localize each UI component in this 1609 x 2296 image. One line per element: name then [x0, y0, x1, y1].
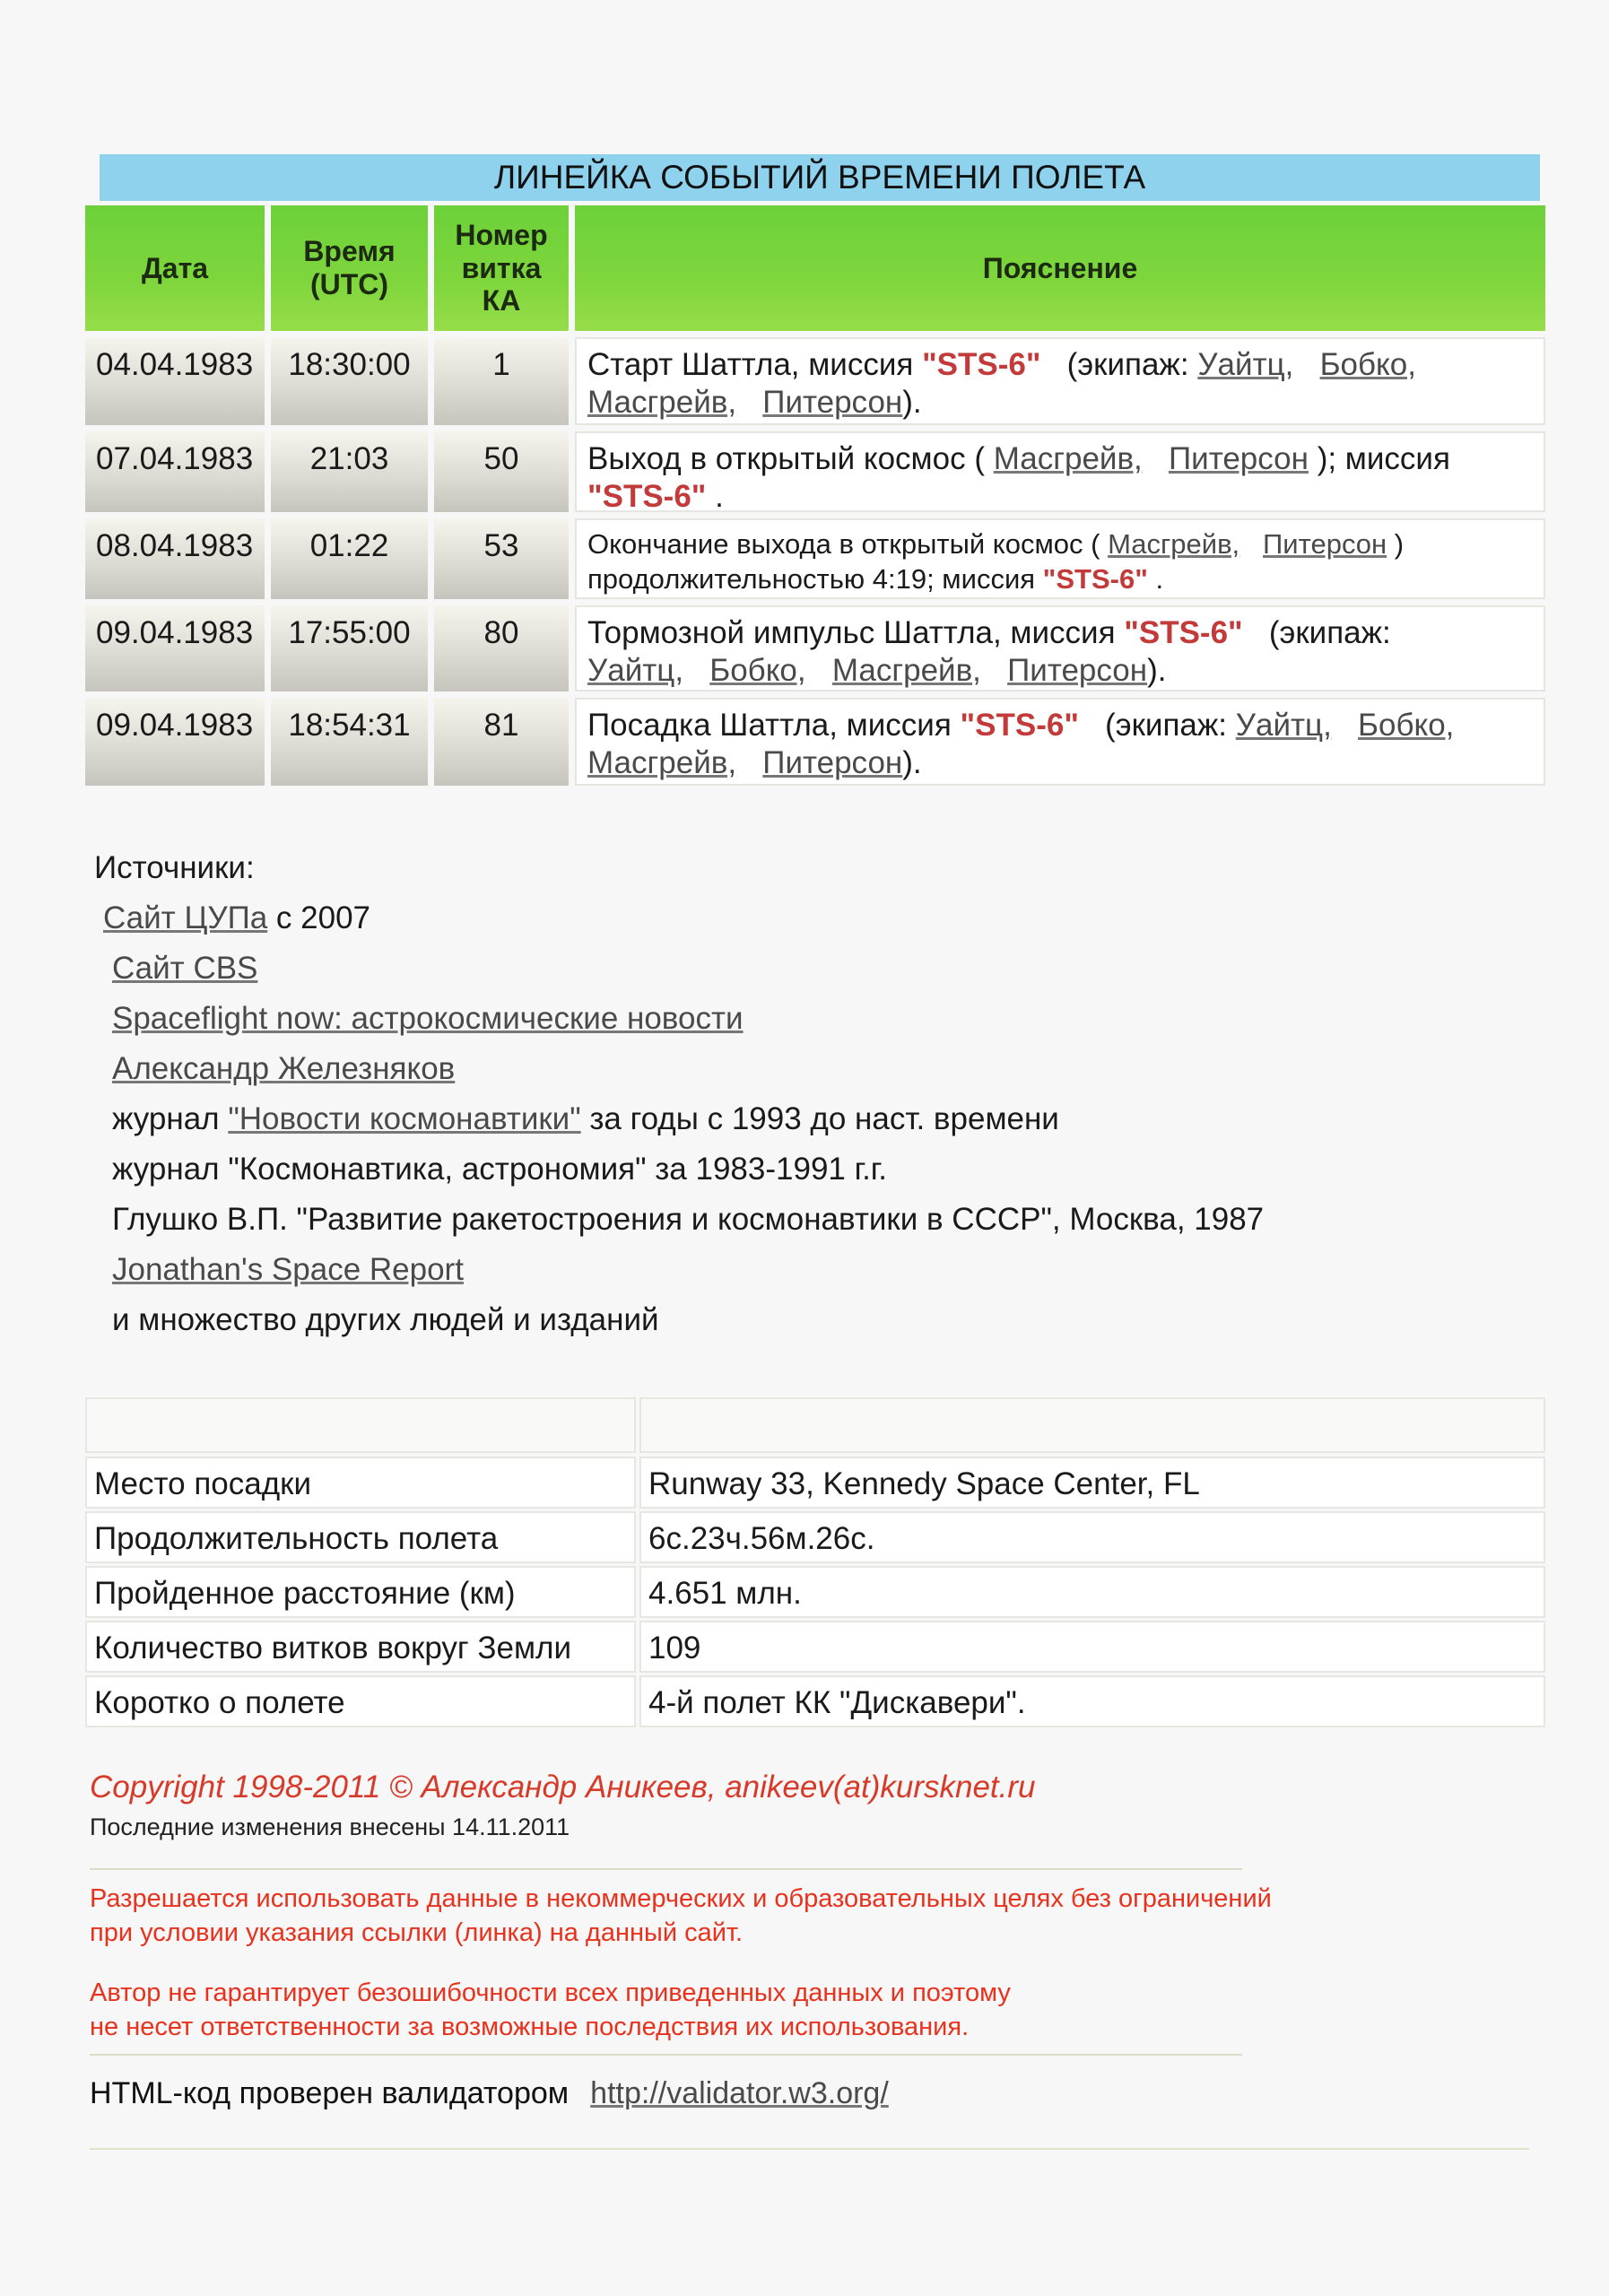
row-time: 18:54:31 — [271, 698, 428, 786]
crew-link-weitz[interactable]: Уайтц, — [587, 653, 684, 688]
disclaimer — [90, 1976, 1011, 2044]
header-date: Дата — [85, 205, 265, 331]
desc-text: (экипаж: — [1040, 347, 1198, 382]
row-description — [575, 337, 1545, 425]
mission-name: "STS-6" — [587, 479, 707, 514]
source-item — [94, 1245, 1264, 1295]
desc-text: (экипаж: — [1242, 615, 1391, 650]
header-time-line1: Время — [303, 235, 396, 268]
crew-link-peterson[interactable]: Питерсон — [1168, 441, 1309, 476]
timeline-row — [85, 431, 1552, 512]
sources-section — [94, 843, 1264, 1345]
info-value: Runway 33, Kennedy Space Center, FL — [639, 1457, 1545, 1509]
info-row — [85, 1675, 1545, 1727]
source-item — [94, 893, 1264, 944]
row-orbit: 81 — [434, 698, 569, 786]
info-row — [85, 1621, 1545, 1673]
desc-text: Посадка Шаттла, миссия — [587, 708, 961, 743]
info-value: 109 — [639, 1621, 1545, 1673]
source-text: за годы с 1993 до наст. времени — [580, 1101, 1059, 1136]
divider — [90, 1868, 1242, 1870]
source-link-cbs[interactable]: Сайт CBS — [112, 951, 258, 986]
timeline-row — [85, 605, 1552, 691]
row-description — [575, 605, 1545, 691]
desc-text: (экипаж: — [1078, 708, 1236, 743]
crew-link-peterson[interactable]: Питерсон — [1263, 528, 1387, 560]
info-label: Количество витков вокруг Земли — [85, 1621, 636, 1673]
row-orbit: 50 — [434, 431, 569, 512]
crew-link-musgrave[interactable]: Масгрейв, — [993, 441, 1143, 476]
source-link-spaceflight-now[interactable]: Spaceflight now: астрокосмические новости — [112, 1001, 744, 1036]
usage-permission — [90, 1882, 1272, 1950]
desc-text: . — [1147, 562, 1164, 595]
timeline-row — [85, 337, 1552, 425]
validator-line — [90, 2076, 889, 2111]
source-item: Глушко В.П. "Развитие ракетостроения и космонавтики в СССР", Москва, 1987 — [112, 1202, 1265, 1237]
crew-link-bobko[interactable]: Бобко, — [709, 653, 806, 688]
header-orbit-line1: Номер — [455, 218, 548, 251]
desc-text: ); миссия — [1317, 441, 1450, 476]
row-description — [575, 431, 1545, 512]
row-date: 08.04.1983 — [85, 518, 265, 599]
row-orbit: 1 — [434, 337, 569, 425]
mission-name: "STS-6" — [922, 347, 1041, 382]
desc-text: Выход в открытый космос ( — [587, 441, 994, 476]
last-updated: Последние изменения внесены 14.11.2011 — [90, 1813, 570, 1840]
desc-text: ). — [902, 745, 922, 780]
source-item: журнал "Космонавтика, астрономия" за 1983-1991 г.г. — [112, 1152, 888, 1187]
crew-link-musgrave[interactable]: Масгрейв, — [831, 653, 981, 688]
source-item — [94, 944, 1264, 994]
source-item — [94, 994, 1264, 1044]
info-row — [85, 1457, 1545, 1509]
crew-link-peterson[interactable]: Питерсон — [762, 745, 903, 780]
timeline-title: ЛИНЕЙКА СОБЫТИЙ ВРЕМЕНИ ПОЛЕТА — [100, 154, 1540, 201]
row-date: 04.04.1983 — [85, 337, 265, 425]
crew-link-weitz[interactable]: Уайтц, — [1197, 347, 1294, 382]
source-text: журнал — [112, 1101, 229, 1136]
info-value: 4-й полет КК "Дискавери". — [639, 1675, 1545, 1727]
validator-link[interactable]: http://validator.w3.org/ — [590, 2076, 889, 2110]
row-time: 17:55:00 — [271, 605, 428, 691]
source-link-novosti-kosmonavtiki[interactable]: "Новости космонавтики" — [228, 1101, 581, 1136]
info-label: Место посадки — [85, 1457, 636, 1509]
desc-text: . — [706, 479, 724, 514]
desc-text: Старт Шаттла, миссия — [587, 347, 923, 382]
source-link-cup[interactable]: Сайт ЦУПа — [103, 900, 268, 935]
crew-link-musgrave[interactable]: Масгрейв, — [1108, 528, 1240, 560]
header-orbit-line3: КА — [482, 284, 521, 317]
divider — [90, 2148, 1529, 2150]
info-row — [85, 1566, 1545, 1618]
info-value: 6с.23ч.56м.26с. — [639, 1511, 1545, 1563]
crew-link-peterson[interactable]: Питерсон — [1007, 653, 1148, 688]
row-time: 21:03 — [271, 431, 428, 512]
info-value: 4.651 млн. — [639, 1566, 1545, 1618]
flight-info-table — [85, 1397, 1545, 1730]
source-item: и множество других людей и изданий — [112, 1302, 659, 1337]
info-row — [85, 1511, 1545, 1563]
source-link-jonathans-space-report[interactable]: Jonathan's Space Report — [112, 1252, 464, 1287]
source-item — [94, 1044, 1264, 1094]
crew-link-musgrave[interactable]: Масгрейв, — [587, 745, 737, 780]
info-label: Коротко о полете — [85, 1675, 636, 1727]
disclaimer-line: Автор не гарантирует безошибочности всех приведенных данных и поэтому — [90, 1979, 1011, 2007]
desc-text: продолжительностью 4:19; миссия — [587, 562, 1043, 595]
validator-text: HTML-код проверен валидатором — [90, 2076, 570, 2110]
info-label — [85, 1397, 636, 1453]
source-text: с 2007 — [267, 900, 370, 935]
info-label: Пройденное расстояние (км) — [85, 1566, 636, 1618]
row-date: 09.04.1983 — [85, 698, 265, 786]
crew-link-bobko[interactable]: Бобко, — [1358, 708, 1455, 743]
header-time-line2: (UTC) — [309, 268, 389, 300]
desc-text: Окончание выхода в открытый космос ( — [587, 528, 1109, 560]
info-row-blank — [85, 1397, 1545, 1453]
timeline-row — [85, 698, 1552, 786]
crew-link-musgrave[interactable]: Масгрейв, — [587, 385, 737, 420]
source-link-zheleznyakov[interactable]: Александр Железняков — [112, 1051, 456, 1086]
header-time — [271, 205, 428, 331]
copyright-notice: Copyright 1998-2011 © Александр Аникеев, anikeev(at)kursknet.ru — [90, 1770, 1036, 1805]
mission-name: "STS-6" — [960, 708, 1079, 743]
source-item — [94, 1094, 1264, 1144]
row-description — [575, 698, 1545, 786]
crew-link-peterson[interactable]: Питерсон — [762, 385, 903, 420]
desc-text: ) — [1394, 528, 1405, 560]
header-orbit — [434, 205, 569, 331]
info-label: Продолжительность полета — [85, 1511, 636, 1563]
timeline-table — [85, 154, 1552, 786]
header-orbit-line2: витка — [461, 251, 542, 284]
info-value — [639, 1397, 1545, 1453]
permission-line: при условии указания ссылки (линка) на данный сайт. — [90, 1918, 744, 1947]
row-time: 18:30:00 — [271, 337, 428, 425]
mission-name: "STS-6" — [1042, 562, 1148, 595]
header-description: Пояснение — [575, 205, 1545, 331]
row-date: 09.04.1983 — [85, 605, 265, 691]
row-date: 07.04.1983 — [85, 431, 265, 512]
timeline-header-row — [85, 205, 1552, 331]
crew-link-bobko[interactable]: Бобко, — [1319, 347, 1416, 382]
disclaimer-line: не несет ответственности за возможные последствия их использования. — [90, 2013, 970, 2041]
row-orbit: 80 — [434, 605, 569, 691]
row-description — [575, 518, 1545, 599]
desc-text: ). — [902, 385, 922, 420]
desc-text: ). — [1147, 653, 1167, 688]
divider — [90, 2054, 1242, 2056]
row-orbit: 53 — [434, 518, 569, 599]
permission-line: Разрешается использовать данные в некоммерческих и образовательных целях без ограничений — [90, 1884, 1272, 1913]
mission-name: "STS-6" — [1124, 615, 1243, 650]
row-time: 01:22 — [271, 518, 428, 599]
sources-heading: Источники: — [94, 850, 255, 885]
crew-link-weitz[interactable]: Уайтц, — [1235, 708, 1332, 743]
timeline-row — [85, 518, 1552, 599]
desc-text: Тормозной импульс Шаттла, миссия — [587, 615, 1125, 650]
